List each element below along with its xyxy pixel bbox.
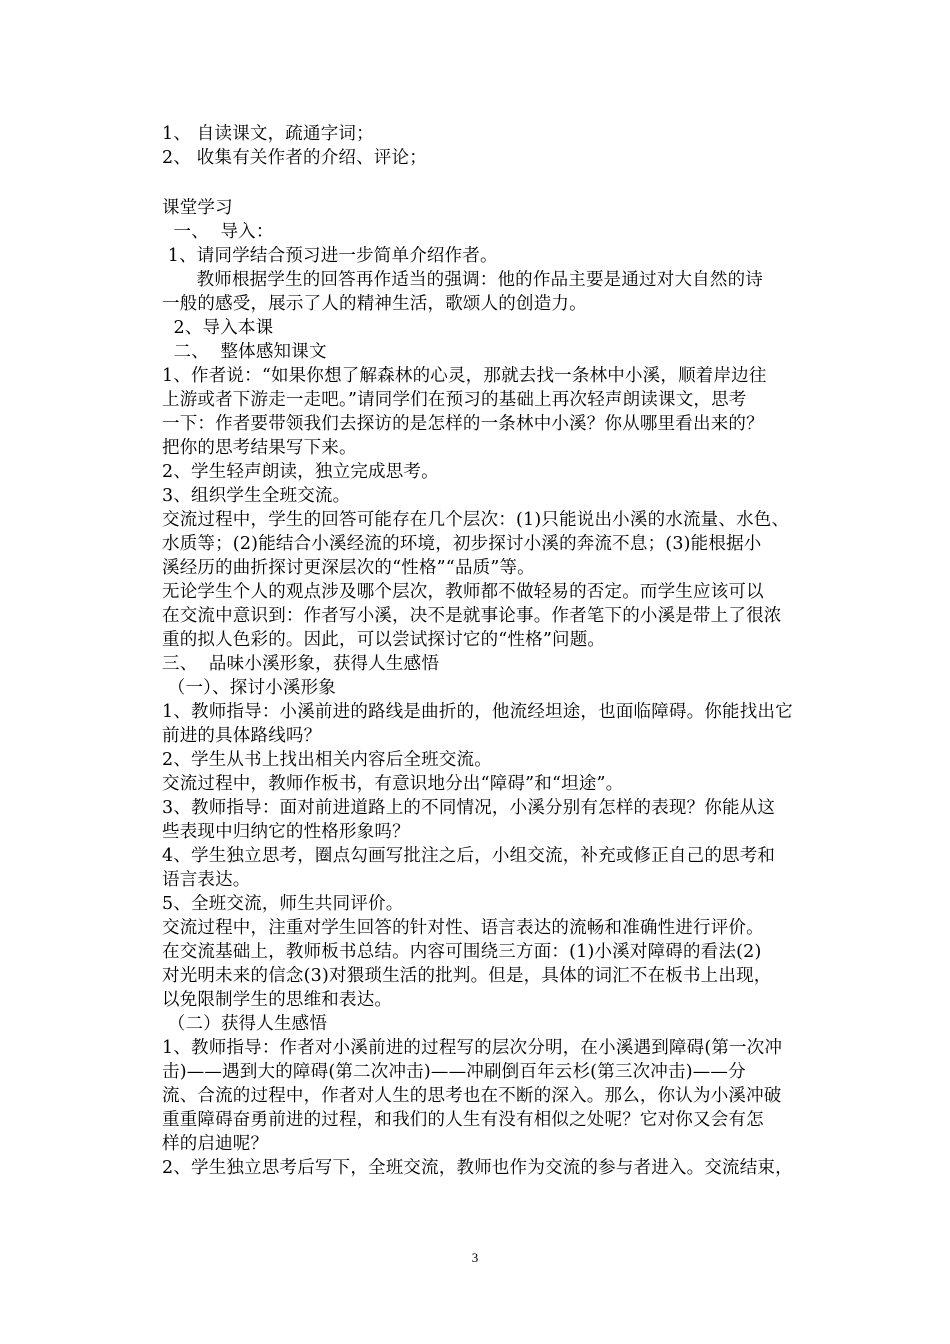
- text-line: 2、导入本课: [162, 318, 274, 338]
- text-line: 教师根据学生的回答再作适当的强调：他的作品主要是通过对大自然的诗: [162, 270, 763, 290]
- page-number: 3: [471, 1250, 479, 1265]
- text-line: 交流过程中，注重对学生回答的针对性、语言表达的流畅和准确性进行评价。: [162, 918, 764, 938]
- text-line: 2、学生独立思考后写下，全班交流，教师也作为交流的参与者进入。交流结束，: [162, 1158, 793, 1178]
- text-line: 交流过程中，学生的回答可能存在几个层次：(1)只能说出小溪的水流量、水色、: [162, 510, 790, 530]
- text-line: 2、学生轻声朗读，独立完成思考。: [162, 462, 439, 482]
- text-line: 4、学生独立思考，圈点勾画写批注之后，小组交流，补充或修正自己的思考和: [162, 846, 776, 866]
- section-title: 课堂学习: [162, 198, 233, 218]
- text-line: 1、教师指导：作者对小溪前进的过程写的层次分明，在小溪遇到障碍(第一次冲: [162, 1038, 783, 1058]
- text-line: 样的启迪呢？: [162, 1134, 269, 1154]
- text-line: 一、 导入：: [162, 222, 274, 242]
- text-line: 上游或者下游走一走吧。”请同学们在预习的基础上再次轻声朗读课文，思考: [162, 390, 747, 410]
- text-line: 把你的思考结果写下来。: [162, 438, 357, 458]
- body-lines: [162, 220, 822, 1180]
- text-line: 无论学生个人的观点涉及哪个层次，教师都不做轻易的否定。而学生应该可以: [162, 582, 764, 602]
- text-line: 对光明未来的信念(3)对猥琐生活的批判。但是，具体的词汇不在板书上出现，: [162, 966, 772, 986]
- text-line: 以免限制学生的思维和表达。: [162, 990, 393, 1010]
- text-line: 溪经历的曲折探讨更深层次的“性格”“品质”等。: [162, 558, 535, 578]
- text-line: 交流过程中，教师作板书，有意识地分出“障碍”和“坦途”。: [162, 774, 624, 794]
- text-line: 击)——遇到大的障碍(第二次冲击)——冲刷倒百年云杉(第三次冲击)——分: [162, 1062, 746, 1082]
- text-line: 语言表达。: [162, 870, 251, 890]
- text-line: 前进的具体路线吗？: [162, 726, 322, 746]
- text-line: （一）、探讨小溪形象: [162, 678, 337, 698]
- text-line: 在交流中意识到：作者写小溪，决不是就事论事。作者笔下的小溪是带上了很浓: [162, 606, 782, 626]
- text-line: 2、学生从书上找出相关内容后全班交流。: [162, 750, 492, 770]
- text-line: 在交流基础上，教师板书总结。内容可围绕三方面：(1)小溪对障碍的看法(2): [162, 942, 762, 962]
- text-line: 三、 品味小溪形象，获得人生感悟: [162, 654, 440, 674]
- document-body: [162, 122, 822, 1180]
- text-line: 1、作者说：“如果你想了解森林的心灵，那就去找一条林中小溪，顺着岸边往: [162, 366, 767, 386]
- text-line: 重的拟人色彩的。因此，可以尝试探讨它的“性格”问题。: [162, 630, 606, 650]
- text-line: 流、合流的过程中，作者对人生的思考也在不断的深入。那么，你认为小溪冲破: [162, 1086, 782, 1106]
- prep-item-2: 2、 收集有关作者的介绍、评论；: [162, 148, 427, 168]
- text-line: 些表现中归纳它的性格形象吗？: [162, 822, 410, 842]
- text-line: 3、教师指导：面对前进道路上的不同情况，小溪分别有怎样的表现？你能从这: [162, 798, 776, 818]
- text-line: 一下：作者要带领我们去探访的是怎样的一条林中小溪？你从哪里看出来的？: [162, 414, 764, 434]
- text-line: 二、 整体感知课文: [162, 342, 327, 362]
- text-line: 5、全班交流，师生共同评价。: [162, 894, 404, 914]
- prep-item-1: 1、 自读课文，疏通字词；: [162, 124, 374, 144]
- text-line: 3、组织学生全班交流。: [162, 486, 351, 506]
- text-line: （二）获得人生感悟: [162, 1014, 328, 1034]
- text-line: 重重障碍奋勇前进的过程，和我们的人生有没有相似之处呢？它对你又会有怎: [162, 1110, 764, 1130]
- text-line: 1、请同学结合预习进一步简单介绍作者。: [162, 246, 498, 266]
- text-line: 1、教师指导：小溪前进的路线是曲折的，他流经坦途，也面临障碍。你能找出它: [162, 702, 793, 722]
- text-line: 水质等；(2)能结合小溪经流的环境，初步探讨小溪的奔流不息；(3)能根据小: [162, 534, 762, 554]
- text-line: 一般的感受，展示了人的精神生活，歌颂人的创造力。: [162, 294, 587, 314]
